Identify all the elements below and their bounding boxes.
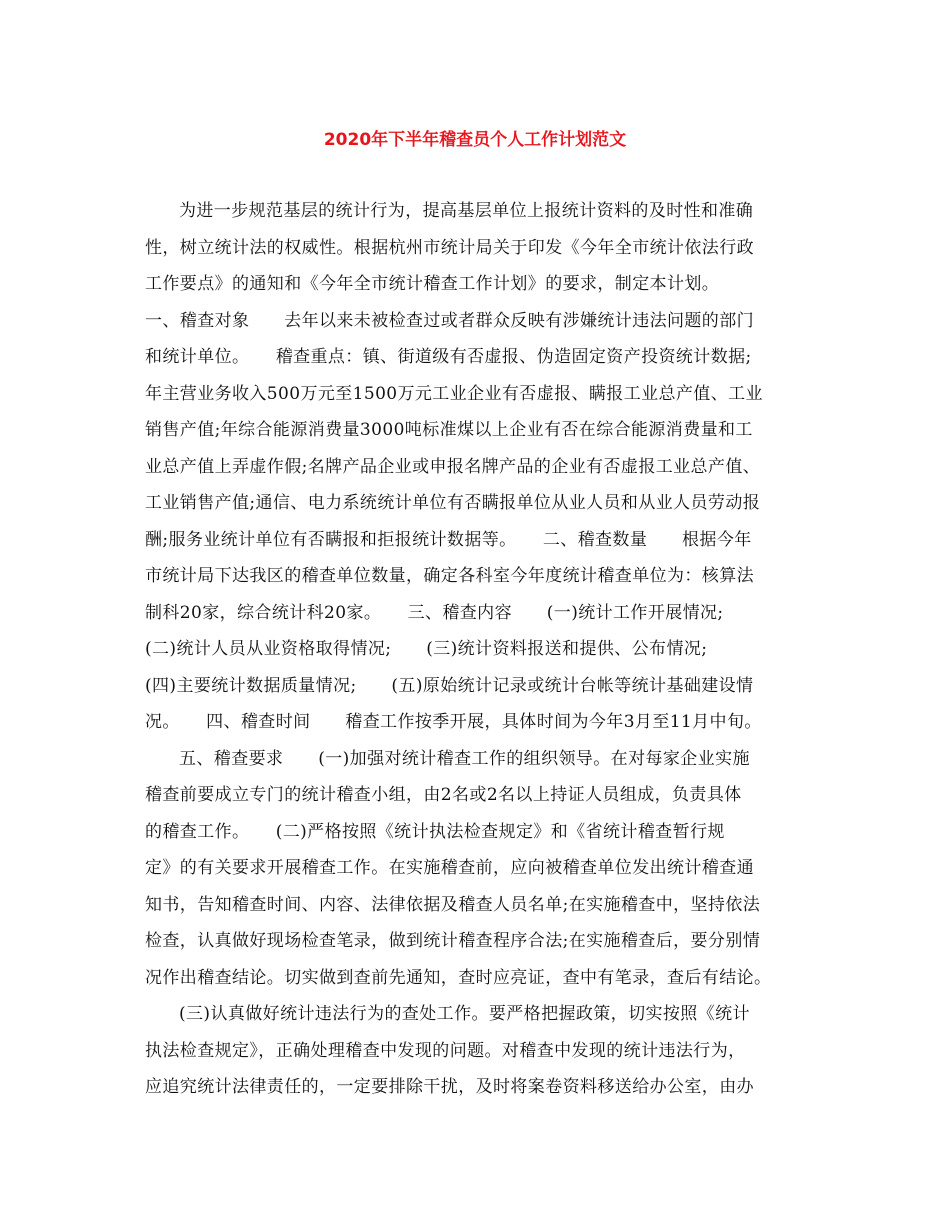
text-line: 工业销售产值;通信、电力系统统计单位有否瞒报单位从业人员和从业人员劳动报 [145, 493, 761, 513]
text-line: 工作要点》的通知和《今年全市统计稽查工作计划》的要求，制定本计划。 [145, 274, 720, 294]
text-line: 性，树立统计法的权威性。根据杭州市统计局关于印发《今年全市统计依法行政 [145, 237, 754, 258]
text-line: 和统计单位。 稽查重点：镇、街道级有否虚报、伪造固定资产投资统计数据; [145, 347, 752, 367]
text-line: 年主营业务收入500万元至1500万元工业企业有否虚报、瞒报工业总产值、工业 [145, 383, 763, 404]
text-line: 稽查前要成立专门的统计稽查小组，由2名或2名以上持证人员组成，负责具体 [145, 785, 742, 805]
text-line: 况作出稽查结论。切实做到查前先通知，查时应亮证，查中有笔录，查后有结论。 [145, 967, 772, 988]
text-line: 一、稽查对象 去年以来未被检查过或者群众反映有涉嫌统计违法问题的部门 [145, 310, 754, 331]
text-line: 执法检查规定》，正确处理稽查中发现的问题。对稽查中发现的统计违法行为， [145, 1040, 746, 1061]
page-title: 2020年下半年稽查员个人工作计划范文 [323, 130, 627, 150]
text-line: 酬;服务业统计单位有否瞒报和拒报统计数据等。 二、稽查数量 根据今年 [145, 529, 752, 550]
body-text [145, 193, 815, 1106]
text-line: 的稽查工作。 (二)严格按照《统计执法检查规定》和《省统计稽查暂行规 [145, 821, 725, 842]
text-line: 知书，告知稽查时间、内容、法律依据及稽查人员名单;在实施稽查中，坚持依法 [145, 894, 761, 915]
text-line: 检查，认真做好现场检查笔录，做到统计稽查程序合法;在实施稽查后，要分别情 [145, 931, 761, 951]
text-line: (四)主要统计数据质量情况; (五)原始统计记录或统计台帐等统计基础建设情 [145, 675, 754, 696]
text-line: 为进一步规范基层的统计行为，提高基层单位上报统计资料的及时性和准确 [179, 201, 754, 221]
text-line: 市统计局下达我区的稽查单位数量，确定各科室今年度统计稽查单位为：核算法 [145, 566, 754, 586]
text-line: 五、稽查要求 (一)加强对统计稽查工作的组织领导。在对每家企业实施 [179, 748, 750, 769]
text-line: 况。 四、稽查时间 稽查工作按季开展，具体时间为今年3月至11月中旬。 [145, 712, 762, 732]
text-line: 业总产值上弄虚作假;名牌产品企业或申报名牌产品的企业有否虚报工业总产值、 [145, 456, 761, 477]
text-line: (二)统计人员从业资格取得情况; (三)统计资料报送和提供、公布情况; [145, 639, 708, 659]
text-line: 制科20家，综合统计科20家。 三、稽查内容 (一)统计工作开展情况; [145, 602, 724, 623]
text-line: (三)认真做好统计违法行为的查处工作。要严格把握政策，切实按照《统计 [179, 1004, 750, 1024]
text-line: 应追究统计法律责任的，一定要排除干扰，及时将案卷资料移送给办公室，由办 [145, 1077, 754, 1097]
text-line: 定》的有关要求开展稽查工作。在实施稽查前，应向被稽查单位发出统计稽查通 [145, 858, 754, 878]
text-line: 销售产值;年综合能源消费量3000吨标准煤以上企业有否在综合能源消费量和工 [145, 420, 753, 440]
